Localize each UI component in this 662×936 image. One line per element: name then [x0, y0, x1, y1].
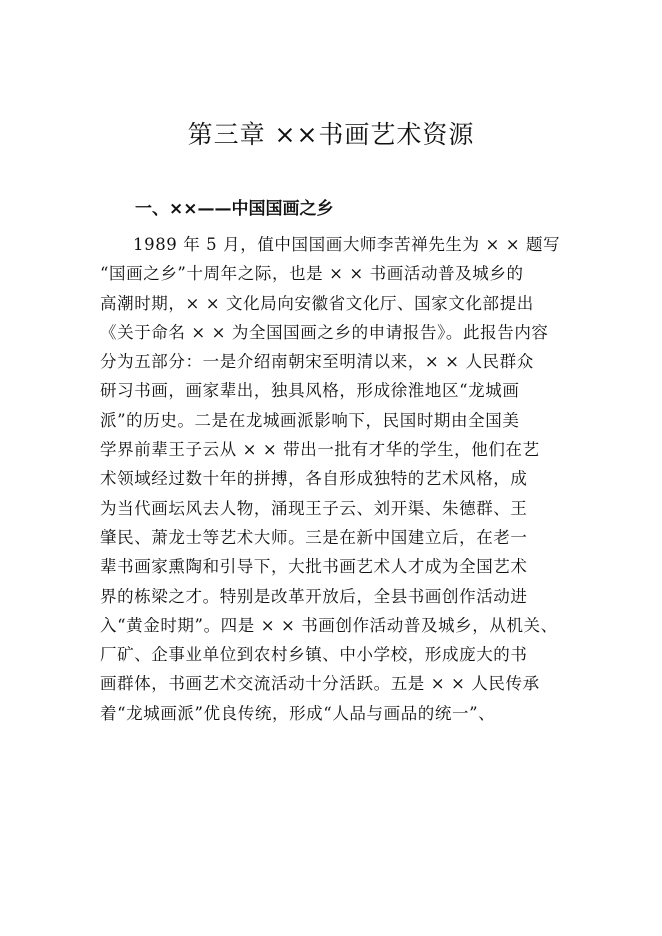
paragraph-line: 界的栋梁之才。特别是改革开放后，全县书画创作活动进 — [100, 586, 528, 606]
paragraph-line: 《关于命名 × × 为全国国画之乡的申请报告》。此报告内容 — [100, 322, 549, 342]
paragraph-line: 学界前辈王子云从 × × 带出一批有才华的学生，他们在艺 — [100, 440, 540, 460]
paragraph-line: “国画之乡”十周年之际，也是 × × 书画活动普及城乡的 — [100, 264, 524, 284]
section-heading: 一、××——中国国画之乡 — [135, 199, 334, 219]
chapter-title: 第三章 ××书画艺术资源 — [187, 120, 475, 149]
body-paragraph — [100, 230, 570, 728]
paragraph-line: 分为五部分：一是介绍南朝宋至明清以来，× × 人民群众 — [100, 352, 534, 372]
paragraph-line: 辈书画家熏陶和引导下，大批书画艺术人才成为全国艺术 — [100, 557, 528, 577]
paragraph-line: 入“黄金时期”。四是 × × 书画创作活动普及城乡，从机关、 — [100, 615, 558, 635]
paragraph-line: 派”的历史。二是在龙城画派影响下，民国时期由全国美 — [100, 410, 520, 430]
paragraph-line: 研习书画，画家辈出，独具风格，形成徐淮地区“龙城画 — [100, 381, 520, 401]
paragraph-line: 术领域经过数十年的拼搏，各自形成独特的艺术风格，成 — [100, 469, 528, 489]
paragraph-line: 着“龙城画派”优良传统，形成“人品与画品的统一”、 — [100, 703, 496, 723]
paragraph-line: 肇民、萧龙士等艺术大师。三是在新中国建立后，在老一 — [100, 527, 528, 547]
paragraph-line: 厂矿、企事业单位到农村乡镇、中小学校，形成庞大的书 — [100, 645, 528, 665]
paragraph-line: 高潮时期，× × 文化局向安徽省文化厅、国家文化部提出 — [100, 293, 534, 313]
paragraph-line: 1989 年 5 月，值中国国画大师李苦禅先生为 × × 题写 — [133, 235, 561, 254]
paragraph-line: 画群体，书画艺术交流活动十分活跃。五是 × × 人民传承 — [100, 674, 540, 694]
paragraph-line: 为当代画坛风去人物，涌现王子云、刘开渠、朱德群、王 — [100, 498, 528, 518]
